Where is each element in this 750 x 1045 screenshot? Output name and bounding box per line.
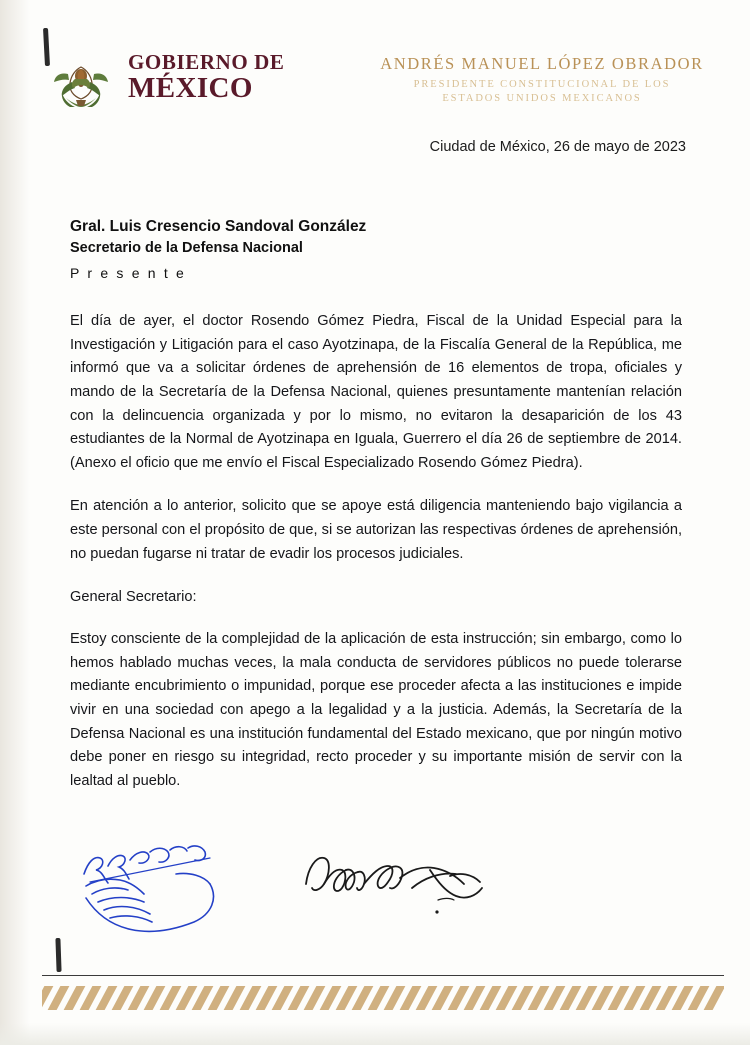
binder-mark-bottom	[55, 938, 61, 972]
president-subtitle-1: PRESIDENTE CONSTITUCIONAL DE LOS	[413, 79, 671, 90]
received-stamp-annotation	[78, 836, 228, 941]
document-header	[48, 48, 720, 128]
mexican-coat-of-arms-icon	[48, 52, 114, 114]
addressee-name: Gral. Luis Cresencio Sandoval González	[70, 218, 367, 235]
body-paragraph-2: En atención a lo anterior, solicito que se apoye está diligencia manteniendo bajo vigilancia a este personal con el propósito de que, si se autorizan las respectivas órdenes de aprehensión, no puedan fugarse ni tratar de evadir los procesos judiciales.	[70, 498, 682, 562]
body-paragraph-1: El día de ayer, el doctor Rosendo Gómez Piedra, Fiscal de la Unidad Especial para la Investigación y Litigación para el caso Ayotzinapa, de la Fiscalía General de la República, me informó que va a solicitar órdenes de aprehensión de 16 elementos de tropa, oficiales y mando de la Secretaría de la Defensa Nacional, quienes presuntamente mantenían relación con la delincuencia organizada y por lo mismo, no evitaron la desaparición de los 43 estudiantes de la Normal de Ayotzinapa en Iguala, Guerrero el día 26 de septiembre de 2014. (Anexo el oficio que me envío el Fiscal Especializado Rosendo Gómez Piedra).	[70, 313, 682, 471]
footer-stripe-band	[42, 986, 724, 1010]
letter-body	[70, 310, 682, 814]
scan-edge-shadow-left	[0, 0, 30, 1045]
binder-mark-top	[43, 28, 50, 66]
addressee-salutation: P r e s e n t e	[70, 265, 187, 282]
gobierno-line-2: MÉXICO	[128, 72, 253, 105]
date-line: Ciudad de México, 26 de mayo de 2023	[429, 139, 686, 155]
president-subtitle-2: ESTADOS UNIDOS MEXICANOS	[442, 93, 642, 104]
scan-edge-shadow-bottom	[0, 1023, 750, 1045]
gobierno-line-1: GOBIERNO DE	[128, 50, 285, 74]
body-paragraph-3: General Secretario:	[70, 589, 197, 606]
presidency-letterhead	[372, 54, 712, 104]
footer-rule	[42, 975, 724, 976]
body-paragraph-4: Estoy consciente de la complejidad de la aplicación de esta instrucción; sin embargo, como lo hemos hablado muchas veces, la mala conducta de servidores públicos no puede tolerarse mediante encubrimiento o impunidad, porque ese proceder afecta a las instituciones e impide vivir en una sociedad con apego a la legalidad y a la justicia. Además, la Secretaría de la Defensa Nacional es una institución fundamental del Estado mexicano, que por ningún motivo debe poner en riesgo su integridad, recto proceder y su importante misión de servir con la lealtad al pueblo.	[70, 631, 682, 789]
presidential-signature	[300, 840, 500, 920]
gobierno-wordmark	[128, 52, 285, 104]
addressee-block	[70, 216, 366, 284]
addressee-title: Secretario de la Defensa Nacional	[70, 240, 303, 257]
president-name: ANDRÉS MANUEL LÓPEZ OBRADOR	[380, 54, 704, 73]
